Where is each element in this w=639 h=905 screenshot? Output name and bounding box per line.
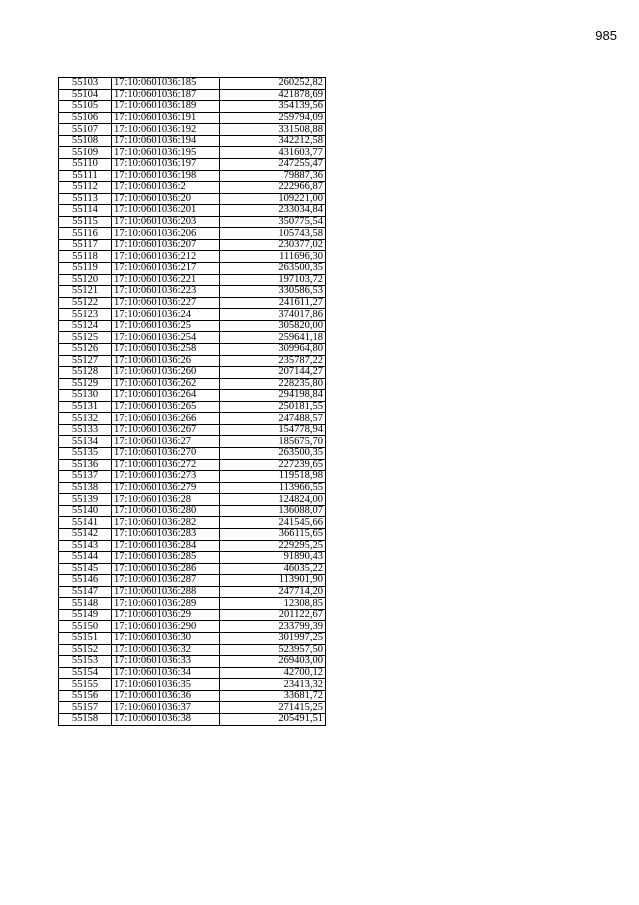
cadastral-number: 17:10:0601036:272 [112,459,220,471]
cadastral-value: 205491,51 [220,713,326,725]
cadastral-number: 17:10:0601036:280 [112,505,220,517]
row-number: 55150 [59,621,112,633]
row-number: 55143 [59,540,112,552]
cadastral-value: 250181,55 [220,401,326,413]
row-number: 55125 [59,332,112,344]
table-row [59,586,326,598]
table-row [59,263,326,275]
row-number: 55145 [59,563,112,575]
row-number: 55142 [59,528,112,540]
table-row [59,355,326,367]
table-row [59,459,326,471]
cadastral-number: 17:10:0601036:267 [112,424,220,436]
row-number: 55124 [59,320,112,332]
row-number: 55131 [59,401,112,413]
cadastral-value: 263500,35 [220,263,326,275]
cadastral-value: 207144,27 [220,367,326,379]
cadastral-value: 247488,57 [220,413,326,425]
cadastral-number: 17:10:0601036:273 [112,471,220,483]
row-number: 55144 [59,552,112,564]
cadastral-value: 12308,85 [220,598,326,610]
row-number: 55153 [59,656,112,668]
cadastral-value: 228235,80 [220,378,326,390]
row-number: 55140 [59,505,112,517]
cadastral-value-table [58,77,326,726]
table-row [59,517,326,529]
row-number: 55154 [59,667,112,679]
row-number: 55115 [59,216,112,228]
table-row [59,690,326,702]
cadastral-number: 17:10:0601036:32 [112,644,220,656]
cadastral-value: 241545,66 [220,517,326,529]
page-number: 985 [595,28,617,43]
cadastral-value: 91890,43 [220,552,326,564]
table-row [59,471,326,483]
table-row [59,679,326,691]
cadastral-value: 271415,25 [220,702,326,714]
cadastral-number: 17:10:0601036:194 [112,135,220,147]
cadastral-value: 124824,00 [220,494,326,506]
cadastral-number: 17:10:0601036:288 [112,586,220,598]
cadastral-value: 185675,70 [220,436,326,448]
cadastral-number: 17:10:0601036:197 [112,158,220,170]
cadastral-value: 79887,36 [220,170,326,182]
row-number: 55116 [59,228,112,240]
table-row [59,390,326,402]
row-number: 55113 [59,193,112,205]
cadastral-value: 227239,65 [220,459,326,471]
row-number: 55114 [59,205,112,217]
cadastral-value: 523957,50 [220,644,326,656]
table-row [59,448,326,460]
row-number: 55103 [59,78,112,90]
cadastral-number: 17:10:0601036:285 [112,552,220,564]
row-number: 55133 [59,424,112,436]
row-number: 55112 [59,182,112,194]
cadastral-number: 17:10:0601036:212 [112,251,220,263]
cadastral-value: 366115,65 [220,528,326,540]
row-number: 55147 [59,586,112,598]
cadastral-number: 17:10:0601036:206 [112,228,220,240]
cadastral-value: 113901,90 [220,575,326,587]
cadastral-value: 331508,88 [220,124,326,136]
cadastral-value: 260252,82 [220,78,326,90]
table-row [59,436,326,448]
row-number: 55155 [59,679,112,691]
row-number: 55105 [59,101,112,113]
cadastral-value: 235787,22 [220,355,326,367]
cadastral-value: 222966,87 [220,182,326,194]
row-number: 55139 [59,494,112,506]
table-row [59,702,326,714]
cadastral-number: 17:10:0601036:283 [112,528,220,540]
cadastral-value: 113966,55 [220,482,326,494]
cadastral-value: 230377,02 [220,239,326,251]
cadastral-number: 17:10:0601036:217 [112,263,220,275]
cadastral-number: 17:10:0601036:24 [112,309,220,321]
cadastral-value: 259641,18 [220,332,326,344]
cadastral-number: 17:10:0601036:25 [112,320,220,332]
table-row [59,505,326,517]
cadastral-number: 17:10:0601036:191 [112,112,220,124]
table-row [59,286,326,298]
cadastral-number: 17:10:0601036:265 [112,401,220,413]
cadastral-number: 17:10:0601036:286 [112,563,220,575]
table-row [59,563,326,575]
row-number: 55111 [59,170,112,182]
row-number: 55152 [59,644,112,656]
row-number: 55134 [59,436,112,448]
cadastral-value: 330586,53 [220,286,326,298]
table-row [59,205,326,217]
cadastral-number: 17:10:0601036:290 [112,621,220,633]
table-row [59,552,326,564]
row-number: 55127 [59,355,112,367]
table-body [59,78,326,726]
table-row [59,378,326,390]
table-row [59,332,326,344]
table-row [59,251,326,263]
row-number: 55120 [59,274,112,286]
cadastral-value: 269403,00 [220,656,326,668]
cadastral-number: 17:10:0601036:38 [112,713,220,725]
cadastral-value: 259794,09 [220,112,326,124]
cadastral-value: 111696,30 [220,251,326,263]
cadastral-value: 201122,67 [220,609,326,621]
table-row [59,135,326,147]
cadastral-number: 17:10:0601036:28 [112,494,220,506]
row-number: 55104 [59,89,112,101]
table-row [59,343,326,355]
table-row [59,124,326,136]
row-number: 55132 [59,413,112,425]
row-number: 55119 [59,263,112,275]
cadastral-value: 305820,00 [220,320,326,332]
cadastral-number: 17:10:0601036:284 [112,540,220,552]
cadastral-number: 17:10:0601036:29 [112,609,220,621]
cadastral-number: 17:10:0601036:2 [112,182,220,194]
cadastral-number: 17:10:0601036:279 [112,482,220,494]
cadastral-value: 33681,72 [220,690,326,702]
row-number: 55138 [59,482,112,494]
cadastral-value: 23413,32 [220,679,326,691]
cadastral-value: 309964,80 [220,343,326,355]
cadastral-number: 17:10:0601036:289 [112,598,220,610]
table-row [59,644,326,656]
cadastral-number: 17:10:0601036:33 [112,656,220,668]
table-row [59,193,326,205]
cadastral-number: 17:10:0601036:192 [112,124,220,136]
cadastral-number: 17:10:0601036:266 [112,413,220,425]
table-row [59,656,326,668]
cadastral-value: 136088,07 [220,505,326,517]
cadastral-number: 17:10:0601036:185 [112,78,220,90]
cadastral-number: 17:10:0601036:207 [112,239,220,251]
row-number: 55126 [59,343,112,355]
cadastral-number: 17:10:0601036:30 [112,633,220,645]
cadastral-value: 105743,58 [220,228,326,240]
cadastral-value: 233799,39 [220,621,326,633]
cadastral-value: 354139,56 [220,101,326,113]
cadastral-number: 17:10:0601036:264 [112,390,220,402]
table-row [59,147,326,159]
cadastral-number: 17:10:0601036:37 [112,702,220,714]
cadastral-value: 263500,35 [220,448,326,460]
cadastral-number: 17:10:0601036:221 [112,274,220,286]
row-number: 55118 [59,251,112,263]
row-number: 55141 [59,517,112,529]
table-row [59,401,326,413]
table-row [59,540,326,552]
table-row [59,170,326,182]
table-row [59,482,326,494]
table-row [59,309,326,321]
table-row [59,494,326,506]
row-number: 55151 [59,633,112,645]
row-number: 55156 [59,690,112,702]
cadastral-value: 350775,54 [220,216,326,228]
table-row [59,216,326,228]
cadastral-number: 17:10:0601036:20 [112,193,220,205]
table-row [59,621,326,633]
row-number: 55149 [59,609,112,621]
table-row [59,239,326,251]
cadastral-value: 46035,22 [220,563,326,575]
cadastral-number: 17:10:0601036:27 [112,436,220,448]
cadastral-value: 197103,72 [220,274,326,286]
cadastral-number: 17:10:0601036:203 [112,216,220,228]
table-row [59,667,326,679]
row-number: 55146 [59,575,112,587]
table-row [59,101,326,113]
cadastral-number: 17:10:0601036:227 [112,297,220,309]
row-number: 55110 [59,158,112,170]
cadastral-number: 17:10:0601036:35 [112,679,220,691]
table-row [59,228,326,240]
cadastral-value: 42700,12 [220,667,326,679]
cadastral-number: 17:10:0601036:187 [112,89,220,101]
cadastral-value: 119518,98 [220,471,326,483]
table-row [59,575,326,587]
cadastral-number: 17:10:0601036:201 [112,205,220,217]
cadastral-number: 17:10:0601036:270 [112,448,220,460]
row-number: 55135 [59,448,112,460]
table-row [59,182,326,194]
row-number: 55136 [59,459,112,471]
cadastral-number: 17:10:0601036:198 [112,170,220,182]
table-row [59,713,326,725]
cadastral-value: 431603,77 [220,147,326,159]
row-number: 55106 [59,112,112,124]
cadastral-value: 294198,84 [220,390,326,402]
table-row [59,274,326,286]
cadastral-value: 247714,20 [220,586,326,598]
cadastral-number: 17:10:0601036:36 [112,690,220,702]
cadastral-number: 17:10:0601036:262 [112,378,220,390]
cadastral-value: 233034,84 [220,205,326,217]
cadastral-number: 17:10:0601036:26 [112,355,220,367]
cadastral-value: 421878,69 [220,89,326,101]
row-number: 55148 [59,598,112,610]
table-row [59,633,326,645]
row-number: 55129 [59,378,112,390]
table-row [59,424,326,436]
table-row [59,598,326,610]
table-row [59,297,326,309]
row-number: 55117 [59,239,112,251]
cadastral-number: 17:10:0601036:195 [112,147,220,159]
cadastral-number: 17:10:0601036:189 [112,101,220,113]
cadastral-number: 17:10:0601036:223 [112,286,220,298]
cadastral-value: 342212,58 [220,135,326,147]
row-number: 55130 [59,390,112,402]
row-number: 55108 [59,135,112,147]
table-row [59,413,326,425]
table-row [59,528,326,540]
row-number: 55137 [59,471,112,483]
cadastral-value: 247255,47 [220,158,326,170]
table-row [59,78,326,90]
cadastral-value: 109221,00 [220,193,326,205]
row-number: 55157 [59,702,112,714]
cadastral-value: 374017,86 [220,309,326,321]
row-number: 55128 [59,367,112,379]
table-row [59,609,326,621]
cadastral-value: 301997,25 [220,633,326,645]
cadastral-number: 17:10:0601036:260 [112,367,220,379]
row-number: 55122 [59,297,112,309]
cadastral-value: 229295,25 [220,540,326,552]
cadastral-number: 17:10:0601036:282 [112,517,220,529]
cadastral-number: 17:10:0601036:287 [112,575,220,587]
cadastral-value: 154778,94 [220,424,326,436]
table-row [59,367,326,379]
table-row [59,158,326,170]
table-row [59,89,326,101]
cadastral-value: 241611,27 [220,297,326,309]
row-number: 55121 [59,286,112,298]
cadastral-number: 17:10:0601036:258 [112,343,220,355]
table-row [59,320,326,332]
cadastral-number: 17:10:0601036:34 [112,667,220,679]
row-number: 55123 [59,309,112,321]
row-number: 55107 [59,124,112,136]
table-row [59,112,326,124]
row-number: 55109 [59,147,112,159]
row-number: 55158 [59,713,112,725]
cadastral-number: 17:10:0601036:254 [112,332,220,344]
